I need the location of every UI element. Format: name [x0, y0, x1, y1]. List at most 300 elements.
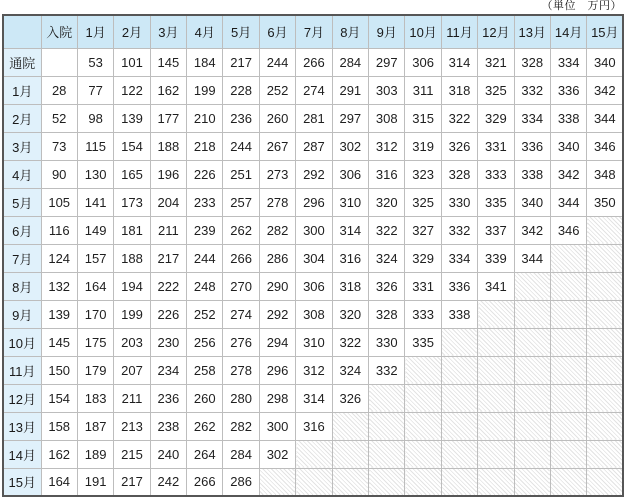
column-header: 10月 [405, 15, 441, 48]
row-header: 12月 [3, 384, 41, 412]
table-cell: 230 [150, 328, 186, 356]
hatched-cell [550, 440, 586, 468]
table-cell: 175 [77, 328, 113, 356]
table-body [3, 48, 623, 496]
table-cell: 332 [441, 216, 477, 244]
table-cell: 292 [259, 300, 295, 328]
row-header: 2月 [3, 104, 41, 132]
table-cell: 267 [259, 132, 295, 160]
table-cell: 308 [369, 104, 405, 132]
table-cell: 236 [223, 104, 259, 132]
hatched-cell [405, 384, 441, 412]
table-cell: 116 [41, 216, 77, 244]
table-cell: 329 [478, 104, 514, 132]
table-cell: 266 [187, 468, 223, 496]
table-cell: 286 [259, 244, 295, 272]
table-cell: 238 [150, 412, 186, 440]
hatched-cell [550, 384, 586, 412]
table-cell: 215 [114, 440, 150, 468]
table-cell: 335 [405, 328, 441, 356]
table-cell: 316 [332, 244, 368, 272]
hatched-cell [296, 468, 332, 496]
hatched-cell [369, 468, 405, 496]
table-cell: 228 [223, 76, 259, 104]
table-cell: 332 [369, 356, 405, 384]
table-cell: 326 [441, 132, 477, 160]
column-header: 1月 [77, 15, 113, 48]
table-cell: 302 [259, 440, 295, 468]
table-cell: 334 [550, 48, 586, 76]
table-cell: 177 [150, 104, 186, 132]
table-cell: 306 [405, 48, 441, 76]
table-cell: 286 [223, 468, 259, 496]
hatched-cell [478, 356, 514, 384]
table-cell: 281 [296, 104, 332, 132]
table-cell: 234 [150, 356, 186, 384]
header-row [3, 15, 623, 48]
table-cell: 328 [369, 300, 405, 328]
table-cell: 164 [77, 272, 113, 300]
hatched-cell [587, 468, 623, 496]
table-cell: 324 [332, 356, 368, 384]
table-cell: 350 [587, 188, 623, 216]
table-cell: 278 [223, 356, 259, 384]
table-cell: 341 [478, 272, 514, 300]
table-cell: 251 [223, 160, 259, 188]
table-cell: 194 [114, 272, 150, 300]
table-cell: 242 [150, 468, 186, 496]
table-cell: 164 [41, 468, 77, 496]
table-cell: 196 [150, 160, 186, 188]
table-cell: 274 [296, 76, 332, 104]
table-cell: 52 [41, 104, 77, 132]
hatched-cell [514, 328, 550, 356]
hatched-cell [587, 244, 623, 272]
row-header: 4月 [3, 160, 41, 188]
table-cell: 244 [187, 244, 223, 272]
table-cell: 280 [223, 384, 259, 412]
row-header: 通院 [3, 48, 41, 76]
row-header: 1月 [3, 76, 41, 104]
hatched-cell [332, 412, 368, 440]
hatched-cell [478, 300, 514, 328]
table-cell: 77 [77, 76, 113, 104]
row-header: 6月 [3, 216, 41, 244]
table-cell: 236 [150, 384, 186, 412]
table-row [3, 272, 623, 300]
table-row [3, 160, 623, 188]
table-cell: 323 [405, 160, 441, 188]
table-cell: 240 [150, 440, 186, 468]
column-header: 13月 [514, 15, 550, 48]
table-cell: 53 [77, 48, 113, 76]
table-cell: 258 [187, 356, 223, 384]
column-header: 12月 [478, 15, 514, 48]
table-cell: 207 [114, 356, 150, 384]
table-cell: 233 [187, 188, 223, 216]
table-cell: 188 [114, 244, 150, 272]
hatched-cell [514, 300, 550, 328]
table-cell: 340 [587, 48, 623, 76]
hatched-cell [405, 440, 441, 468]
hatched-cell [514, 356, 550, 384]
table-cell: 310 [296, 328, 332, 356]
table-cell: 211 [114, 384, 150, 412]
table-cell: 154 [41, 384, 77, 412]
table-cell: 183 [77, 384, 113, 412]
hatched-cell [514, 412, 550, 440]
table-cell: 270 [223, 272, 259, 300]
table-cell: 320 [332, 300, 368, 328]
table-cell: 266 [223, 244, 259, 272]
row-header: 8月 [3, 272, 41, 300]
column-header: 3月 [150, 15, 186, 48]
table-cell: 262 [187, 412, 223, 440]
hatched-cell [441, 412, 477, 440]
row-header: 7月 [3, 244, 41, 272]
table-cell: 287 [296, 132, 332, 160]
table-cell: 139 [41, 300, 77, 328]
table-cell: 297 [332, 104, 368, 132]
column-header: 15月 [587, 15, 623, 48]
table-cell: 318 [441, 76, 477, 104]
row-header: 3月 [3, 132, 41, 160]
table-cell: 165 [114, 160, 150, 188]
table-cell: 170 [77, 300, 113, 328]
table-cell: 256 [187, 328, 223, 356]
hatched-cell [550, 272, 586, 300]
table-row [3, 384, 623, 412]
table-cell: 157 [77, 244, 113, 272]
row-header: 11月 [3, 356, 41, 384]
table-cell: 344 [514, 244, 550, 272]
column-header: 6月 [259, 15, 295, 48]
table-cell: 331 [478, 132, 514, 160]
table-row [3, 356, 623, 384]
hatched-cell [441, 468, 477, 496]
column-header: 5月 [223, 15, 259, 48]
table-cell: 336 [550, 76, 586, 104]
hatched-cell [514, 440, 550, 468]
hatched-cell [550, 300, 586, 328]
hatched-cell [332, 440, 368, 468]
hatched-cell [369, 412, 405, 440]
hatched-cell [478, 384, 514, 412]
column-header: 11月 [441, 15, 477, 48]
hatched-cell [587, 328, 623, 356]
table-cell: 260 [259, 104, 295, 132]
hatched-cell [369, 440, 405, 468]
table-cell: 124 [41, 244, 77, 272]
table-cell: 333 [405, 300, 441, 328]
table-cell: 338 [514, 160, 550, 188]
table-cell: 191 [77, 468, 113, 496]
table-cell: 315 [405, 104, 441, 132]
table-cell: 344 [550, 188, 586, 216]
table-cell: 199 [114, 300, 150, 328]
table-cell: 188 [150, 132, 186, 160]
table-cell: 274 [223, 300, 259, 328]
row-header: 13月 [3, 412, 41, 440]
column-header: 14月 [550, 15, 586, 48]
hatched-cell [369, 384, 405, 412]
table-cell: 327 [405, 216, 441, 244]
table-row [3, 48, 623, 76]
table-cell: 316 [296, 412, 332, 440]
table-cell: 326 [332, 384, 368, 412]
hatched-cell [587, 216, 623, 244]
hatched-cell [332, 468, 368, 496]
table-cell: 226 [187, 160, 223, 188]
table-cell: 311 [405, 76, 441, 104]
hatched-cell [441, 356, 477, 384]
table-cell: 338 [550, 104, 586, 132]
table-cell: 300 [259, 412, 295, 440]
table-cell: 296 [259, 356, 295, 384]
hatched-cell [296, 440, 332, 468]
table-cell: 150 [41, 356, 77, 384]
hatched-cell [405, 468, 441, 496]
hatched-cell [587, 356, 623, 384]
table-cell: 179 [77, 356, 113, 384]
hatched-cell [550, 244, 586, 272]
column-header: 2月 [114, 15, 150, 48]
table-cell: 328 [514, 48, 550, 76]
table-cell: 28 [41, 76, 77, 104]
table-cell: 331 [405, 272, 441, 300]
table-cell: 222 [150, 272, 186, 300]
table-cell: 324 [369, 244, 405, 272]
hatched-cell [587, 272, 623, 300]
table-cell: 266 [296, 48, 332, 76]
table-cell: 304 [296, 244, 332, 272]
table-cell: 162 [150, 76, 186, 104]
hatched-cell [441, 440, 477, 468]
table-cell: 322 [369, 216, 405, 244]
table-cell: 239 [187, 216, 223, 244]
row-header: 5月 [3, 188, 41, 216]
table-cell: 348 [587, 160, 623, 188]
table-cell: 308 [296, 300, 332, 328]
table-cell: 132 [41, 272, 77, 300]
unit-label: （単位 万円） [541, 0, 622, 12]
hatched-cell [514, 272, 550, 300]
table-row [3, 412, 623, 440]
table-cell: 330 [441, 188, 477, 216]
table-cell: 244 [223, 132, 259, 160]
table-cell: 322 [441, 104, 477, 132]
table-cell: 328 [441, 160, 477, 188]
table-cell: 257 [223, 188, 259, 216]
table-cell: 337 [478, 216, 514, 244]
table-cell: 342 [514, 216, 550, 244]
table-cell: 335 [478, 188, 514, 216]
table-cell: 248 [187, 272, 223, 300]
row-header: 9月 [3, 300, 41, 328]
table-cell: 217 [223, 48, 259, 76]
table-cell: 300 [296, 216, 332, 244]
table-cell: 273 [259, 160, 295, 188]
table-cell: 316 [369, 160, 405, 188]
table-cell: 173 [114, 188, 150, 216]
table-cell: 284 [332, 48, 368, 76]
column-header: 8月 [332, 15, 368, 48]
hatched-cell [405, 412, 441, 440]
table-cell: 260 [187, 384, 223, 412]
table-cell: 187 [77, 412, 113, 440]
table-cell: 302 [332, 132, 368, 160]
table-row [3, 244, 623, 272]
table-cell: 252 [259, 76, 295, 104]
table-cell: 333 [478, 160, 514, 188]
table-cell: 342 [550, 160, 586, 188]
table-cell: 244 [259, 48, 295, 76]
table-cell: 130 [77, 160, 113, 188]
table-cell: 336 [514, 132, 550, 160]
table-cell: 292 [296, 160, 332, 188]
table-cell: 204 [150, 188, 186, 216]
table-cell: 296 [296, 188, 332, 216]
table-cell: 278 [259, 188, 295, 216]
table-cell: 213 [114, 412, 150, 440]
table-cell: 115 [77, 132, 113, 160]
hatched-cell [478, 328, 514, 356]
table-cell: 306 [332, 160, 368, 188]
hatched-cell [550, 356, 586, 384]
table-row [3, 468, 623, 496]
hatched-cell [514, 468, 550, 496]
table-cell: 318 [332, 272, 368, 300]
hatched-cell [514, 384, 550, 412]
table-row [3, 104, 623, 132]
table-row [3, 328, 623, 356]
table-cell: 226 [150, 300, 186, 328]
table-cell: 325 [478, 76, 514, 104]
table-cell: 298 [259, 384, 295, 412]
table-cell: 149 [77, 216, 113, 244]
column-header: 7月 [296, 15, 332, 48]
hatched-cell [478, 440, 514, 468]
table-cell: 211 [150, 216, 186, 244]
hatched-cell [550, 468, 586, 496]
table-cell: 322 [332, 328, 368, 356]
table-cell: 320 [369, 188, 405, 216]
table-cell: 145 [41, 328, 77, 356]
table-cell: 105 [41, 188, 77, 216]
hatched-cell [587, 384, 623, 412]
table-cell: 162 [41, 440, 77, 468]
table-cell: 314 [441, 48, 477, 76]
table-row [3, 132, 623, 160]
table-cell: 336 [441, 272, 477, 300]
table-cell: 338 [441, 300, 477, 328]
table-cell: 325 [405, 188, 441, 216]
hatched-cell [587, 300, 623, 328]
table-row [3, 440, 623, 468]
table-cell: 262 [223, 216, 259, 244]
table-cell: 334 [514, 104, 550, 132]
table-row [3, 216, 623, 244]
table-cell: 90 [41, 160, 77, 188]
column-header: 入院 [41, 15, 77, 48]
table-cell: 340 [550, 132, 586, 160]
table-cell: 184 [187, 48, 223, 76]
table-row [3, 300, 623, 328]
table-cell: 252 [187, 300, 223, 328]
table-cell: 181 [114, 216, 150, 244]
table-cell: 344 [587, 104, 623, 132]
table-cell: 264 [187, 440, 223, 468]
column-header: 4月 [187, 15, 223, 48]
table-cell: 314 [296, 384, 332, 412]
payment-matrix-table [2, 14, 624, 497]
table-cell: 73 [41, 132, 77, 160]
table-cell: 290 [259, 272, 295, 300]
table-cell: 332 [514, 76, 550, 104]
table-cell: 334 [441, 244, 477, 272]
row-header: 10月 [3, 328, 41, 356]
table-cell: 291 [332, 76, 368, 104]
hatched-cell [550, 412, 586, 440]
table-cell: 98 [77, 104, 113, 132]
table-cell: 314 [332, 216, 368, 244]
table-cell: 294 [259, 328, 295, 356]
hatched-cell [587, 440, 623, 468]
table-cell: 312 [296, 356, 332, 384]
table-cell: 346 [587, 132, 623, 160]
table-cell: 217 [150, 244, 186, 272]
table-cell: 330 [369, 328, 405, 356]
table-cell: 284 [223, 440, 259, 468]
table-cell: 321 [478, 48, 514, 76]
table-cell: 189 [77, 440, 113, 468]
table-cell: 154 [114, 132, 150, 160]
row-header: 15月 [3, 468, 41, 496]
corner-cell [3, 15, 41, 48]
table-header [3, 15, 623, 48]
row-header: 14月 [3, 440, 41, 468]
hatched-cell [587, 412, 623, 440]
table-cell: 312 [369, 132, 405, 160]
table-cell: 329 [405, 244, 441, 272]
table-row [3, 188, 623, 216]
table-cell: 342 [587, 76, 623, 104]
table-cell: 203 [114, 328, 150, 356]
table-cell: 158 [41, 412, 77, 440]
table-cell: 141 [77, 188, 113, 216]
table-cell: 145 [150, 48, 186, 76]
table-cell: 319 [405, 132, 441, 160]
hatched-cell [478, 468, 514, 496]
hatched-cell [259, 468, 295, 496]
table-cell: 297 [369, 48, 405, 76]
column-header: 9月 [369, 15, 405, 48]
table-cell: 340 [514, 188, 550, 216]
table-cell: 210 [187, 104, 223, 132]
table-cell: 101 [114, 48, 150, 76]
table-cell: 339 [478, 244, 514, 272]
table-cell: 199 [187, 76, 223, 104]
hatched-cell [550, 328, 586, 356]
table-cell: 217 [114, 468, 150, 496]
table-cell: 306 [296, 272, 332, 300]
table-cell: 310 [332, 188, 368, 216]
table-row [3, 76, 623, 104]
table-cell: 139 [114, 104, 150, 132]
table-cell: 346 [550, 216, 586, 244]
table-cell: 326 [369, 272, 405, 300]
table-cell: 276 [223, 328, 259, 356]
